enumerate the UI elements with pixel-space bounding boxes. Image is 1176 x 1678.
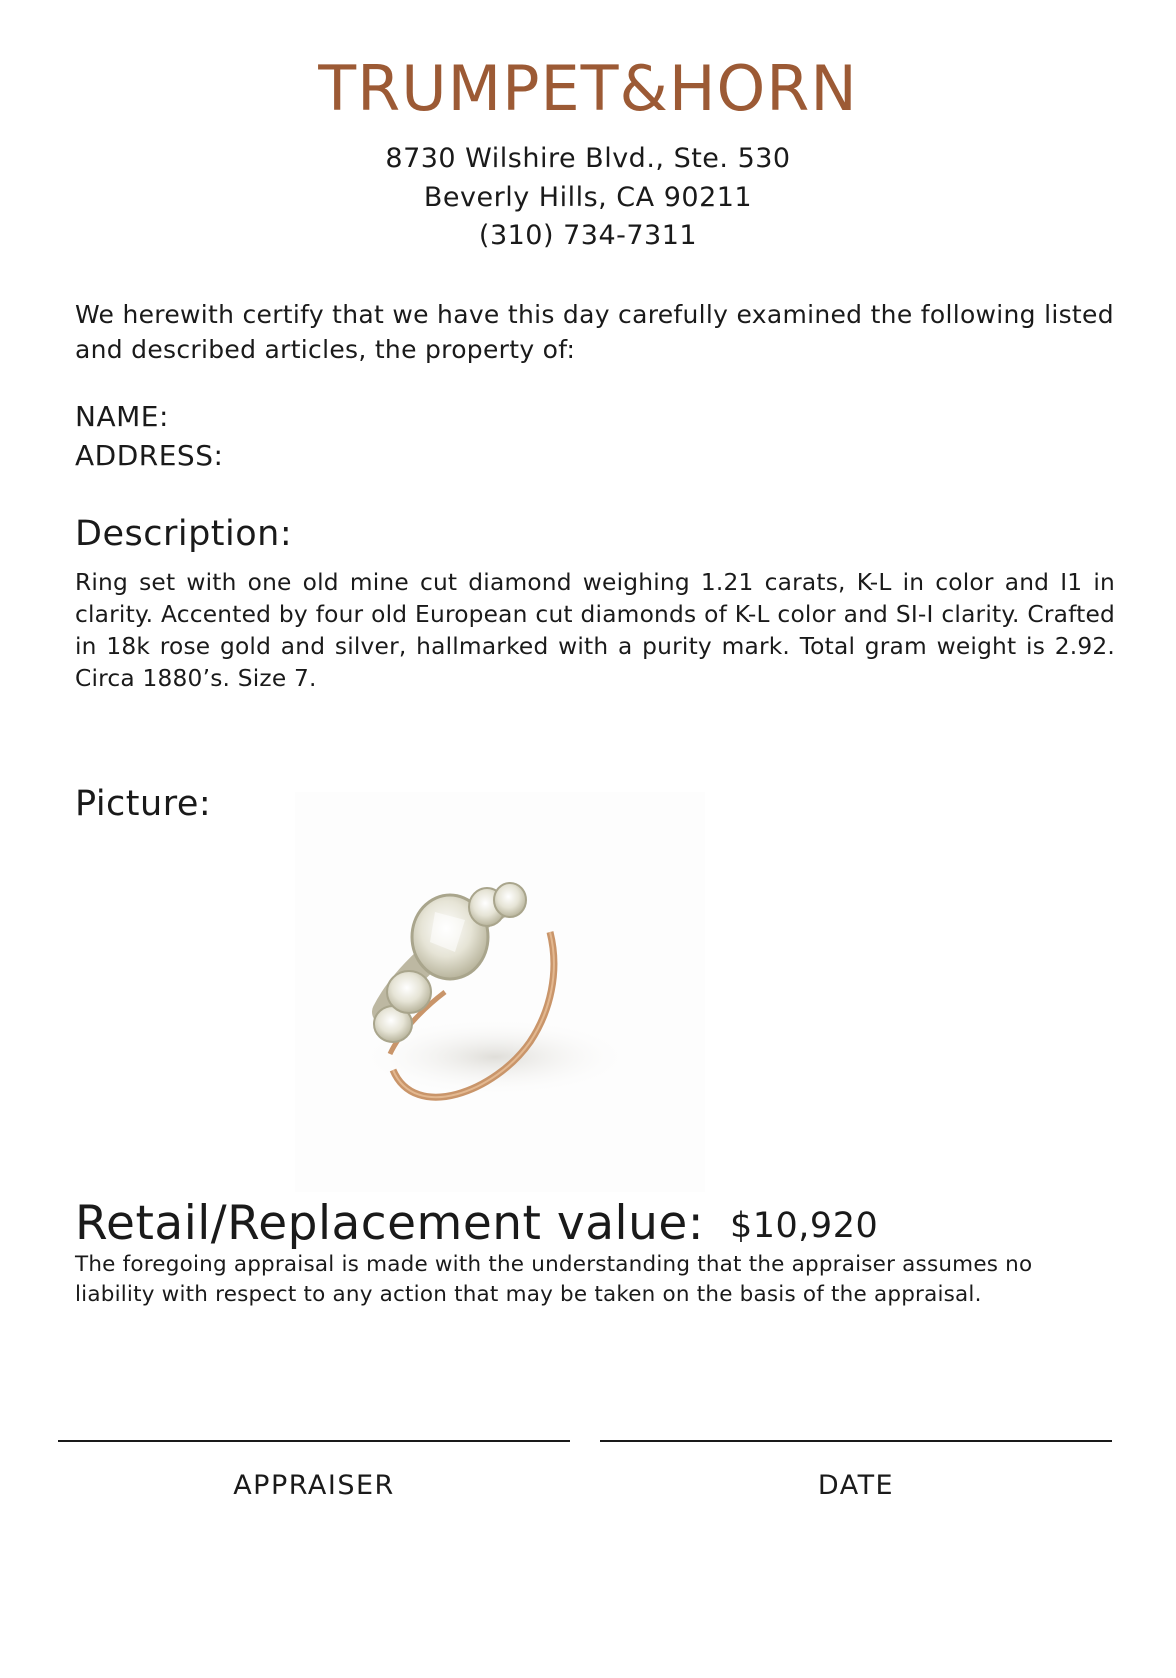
retail-value-amount: $10,920 — [730, 1206, 879, 1246]
description-heading: Description: — [75, 514, 293, 554]
appraiser-label: APPRAISER — [233, 1470, 395, 1501]
disclaimer-text: The foregoing appraisal is made with the understanding that the appraiser assumes no liability with respect to any action that may be taken on the basis of the appraisal. — [75, 1252, 1033, 1307]
ring-photo — [295, 792, 705, 1192]
address-field-label: ADDRESS: — [75, 439, 224, 472]
picture-heading: Picture: — [75, 784, 212, 824]
description-text: Ring set with one old mine cut diamond weighing 1.21 carats, K-L in color and I1 in clarity. Accented by four old European cut diamonds of K-L color and SI-I clarity. Crafted in 18k rose gold and silver, hallmarked with a purity mark. Total gram weight is 2.92. Circa 1880’s. Size 7. — [75, 569, 1115, 692]
name-field-label: NAME: — [75, 400, 169, 433]
brand-logo: TRUMPET&HORN — [318, 52, 858, 125]
certification-statement: We herewith certify that we have this day carefully examined the following listed and described articles, the property of: — [75, 300, 1114, 364]
date-label: DATE — [817, 1470, 895, 1501]
phone-number: (310) 734-7311 — [478, 220, 698, 251]
address-line-2: Beverly Hills, CA 90211 — [423, 182, 753, 213]
appraiser-signature-line — [58, 1440, 570, 1442]
date-signature-line — [600, 1440, 1112, 1442]
address-line-1: 8730 Wilshire Blvd., Ste. 530 — [385, 143, 791, 174]
ring-image — [295, 792, 705, 1192]
retail-value-label: Retail/Replacement value: — [75, 1196, 705, 1251]
